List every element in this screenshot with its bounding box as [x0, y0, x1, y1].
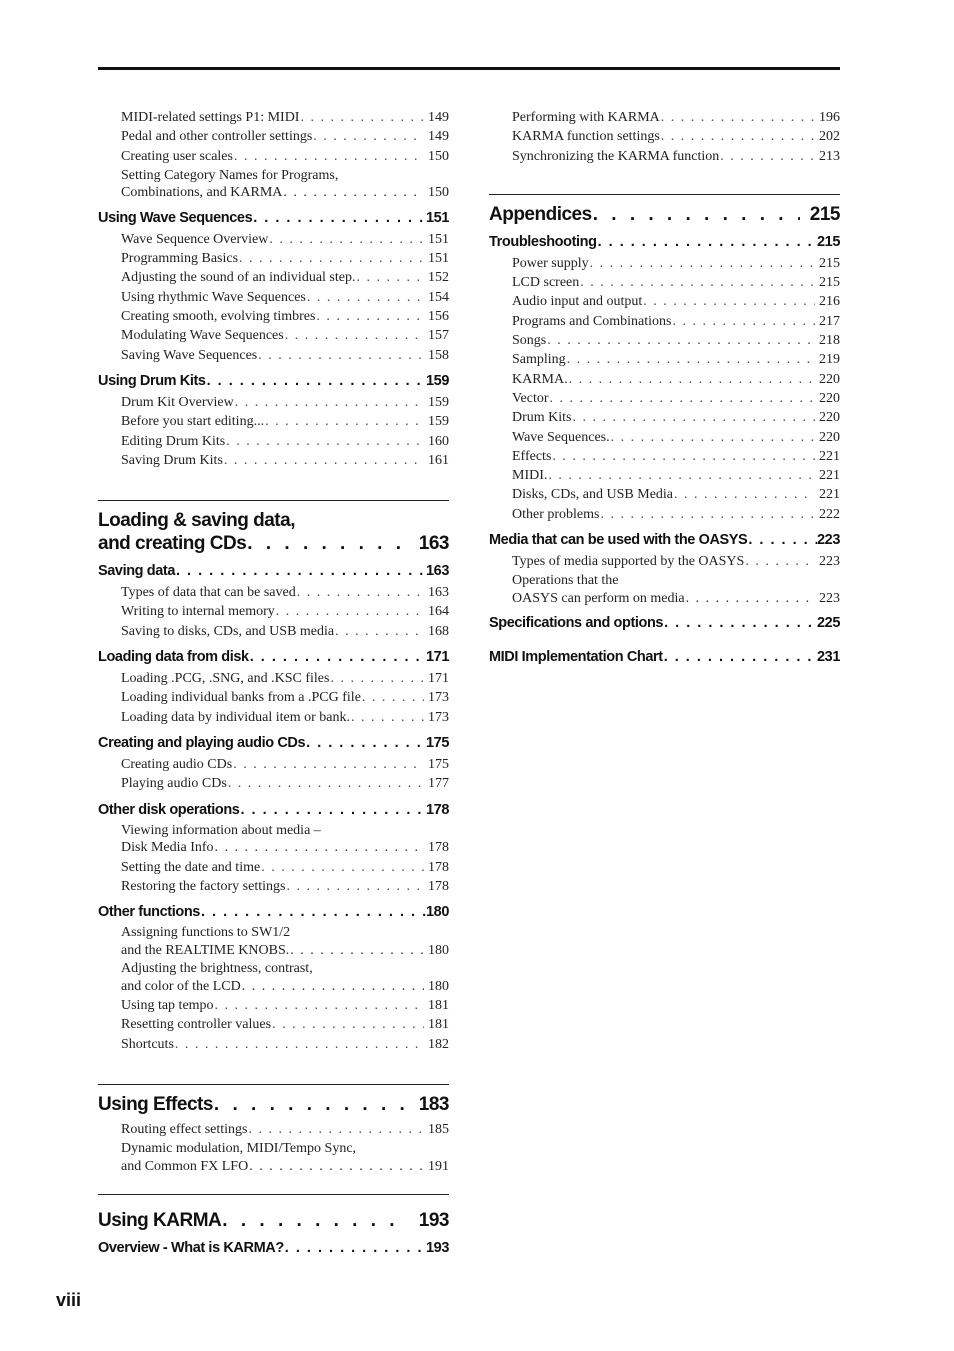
section-audio-cds[interactable]: Creating and playing audio CDs . . . 175: [98, 733, 449, 753]
toc-entry-line1: Assigning functions to SW1/2: [121, 925, 291, 941]
toc-entry[interactable]: MIDI-related settings P1: MIDI . . . 149: [98, 108, 449, 127]
toc-entry[interactable]: Other problems . . . 222: [489, 505, 840, 524]
toc-entry[interactable]: Programming Basics . . . 151: [98, 249, 449, 268]
section-midi-implementation-chart[interactable]: MIDI Implementation Chart . . . 231: [489, 647, 840, 667]
section-other-functions[interactable]: Other functions . . . 180: [98, 902, 449, 922]
toc-entry[interactable]: Dynamic modulation, MIDI/Tempo Sync, and Common FX LFO . . . 191: [98, 1140, 449, 1175]
toc-entry[interactable]: Routing effect settings . . . 185: [98, 1120, 449, 1139]
toc-entry-line1: Dynamic modulation, MIDI/Tempo Sync,: [121, 1141, 357, 1157]
section-media[interactable]: Media that can be used with the OASYS . . . 223: [489, 530, 840, 550]
toc-entry[interactable]: Wave Sequences. . . . 220: [489, 428, 840, 447]
chapter-title-line1: Loading & saving data,: [98, 510, 295, 532]
toc-entry[interactable]: Audio input and output . . . 216: [489, 292, 840, 311]
toc-entry[interactable]: Creating smooth, evolving timbres . . . 156: [98, 307, 449, 326]
toc-entry[interactable]: Editing Drum Kits . . . 160: [98, 432, 449, 451]
toc-entry[interactable]: Sampling . . . 219: [489, 350, 840, 369]
chapter-appendices[interactable]: Appendices . . . 215: [489, 203, 840, 226]
toc-entry[interactable]: Saving to disks, CDs, and USB media . . . 168: [98, 622, 449, 641]
toc-entry-line1: Adjusting the brightness, contrast,: [121, 961, 313, 977]
toc-entry[interactable]: Using tap tempo . . . 181: [98, 996, 449, 1015]
toc-entry[interactable]: Operations that the OASYS can perform on media . . . 223: [489, 572, 840, 607]
toc-entry[interactable]: Disks, CDs, and USB Media . . . 221: [489, 485, 840, 504]
toc-entry[interactable]: Performing with KARMA . . . 196: [489, 108, 840, 127]
toc-entry[interactable]: Effects . . . 221: [489, 447, 840, 466]
toc-entry[interactable]: Wave Sequence Overview . . . 151: [98, 230, 449, 249]
toc-entry[interactable]: Synchronizing the KARMA function . . . 213: [489, 147, 840, 166]
toc-column-right: [489, 108, 840, 669]
toc-entry-line1: Viewing information about media –: [121, 822, 321, 838]
toc-entry[interactable]: Writing to internal memory . . . 164: [98, 602, 449, 621]
toc-entry[interactable]: Shortcuts . . . 182: [98, 1035, 449, 1054]
toc-entry[interactable]: Resetting controller values . . . 181: [98, 1015, 449, 1034]
section-using-wave-sequences[interactable]: Using Wave Sequences . . . 151: [98, 208, 449, 228]
section-karma-overview[interactable]: Overview - What is KARMA? . . . 193: [98, 1238, 449, 1258]
toc-entry[interactable]: Modulating Wave Sequences . . . 157: [98, 326, 449, 345]
section-saving-data[interactable]: Saving data . . . 163: [98, 561, 449, 581]
toc-entry[interactable]: Assigning functions to SW1/2 and the REALTIME KNOBS. . . . 180: [98, 924, 449, 959]
toc-entry[interactable]: Drum Kits . . . 220: [489, 408, 840, 427]
toc-entry[interactable]: Restoring the factory settings . . . 178: [98, 877, 449, 896]
toc-entry[interactable]: Saving Wave Sequences . . . 158: [98, 346, 449, 365]
chapter-using-karma[interactable]: Using KARMA . . . 193: [98, 1209, 449, 1232]
toc-entry[interactable]: Programs and Combinations . . . 217: [489, 312, 840, 331]
chapter-using-effects[interactable]: Using Effects . . . 183: [98, 1093, 449, 1116]
toc-entry[interactable]: KARMA function settings . . . 202: [489, 127, 840, 146]
toc-entry[interactable]: Songs . . . 218: [489, 331, 840, 350]
page-number: viii: [56, 1290, 82, 1310]
toc-entry[interactable]: Setting the date and time . . . 178: [98, 858, 449, 877]
section-other-disk-operations[interactable]: Other disk operations . . . 178: [98, 800, 449, 820]
section-loading-data-from-disk[interactable]: Loading data from disk . . . 171: [98, 647, 449, 667]
toc-entry-line1: Operations that the: [512, 573, 619, 589]
toc-entry[interactable]: Viewing information about media – Disk Media Info . . . 178: [98, 822, 449, 857]
toc-entry[interactable]: Playing audio CDs . . . 177: [98, 774, 449, 793]
toc-entry[interactable]: Before you start editing... . . . 159: [98, 412, 449, 431]
toc-column-left: [98, 108, 449, 1260]
toc-entry[interactable]: Loading individual banks from a .PCG file . . . 173: [98, 688, 449, 707]
toc-entry[interactable]: Types of data that can be saved . . . 163: [98, 583, 449, 602]
toc-entry[interactable]: Setting Category Names for Programs, Combinations, and KARMA . . . 150: [98, 167, 449, 202]
chapter-loading-saving[interactable]: Loading & saving data, and creating CDs . . . 163: [98, 509, 449, 555]
toc-entry[interactable]: Creating user scales . . . 150: [98, 147, 449, 166]
toc-entry[interactable]: Creating audio CDs . . . 175: [98, 755, 449, 774]
section-specifications[interactable]: Specifications and options . . . 225: [489, 613, 840, 633]
toc-entry[interactable]: MIDI. . . . 221: [489, 466, 840, 485]
toc-entry-line1: Setting Category Names for Programs,: [121, 167, 339, 183]
toc-entry[interactable]: Drum Kit Overview . . . 159: [98, 393, 449, 412]
toc-entry[interactable]: Vector . . . 220: [489, 389, 840, 408]
toc-entry[interactable]: KARMA. . . . 220: [489, 370, 840, 389]
toc-entry[interactable]: Power supply . . . 215: [489, 254, 840, 273]
section-troubleshooting[interactable]: Troubleshooting . . . 215: [489, 232, 840, 252]
toc-entry[interactable]: Using rhythmic Wave Sequences . . . 154: [98, 288, 449, 307]
toc-entry[interactable]: Pedal and other controller settings . . . 149: [98, 127, 449, 146]
section-using-drum-kits[interactable]: Using Drum Kits . . . 159: [98, 371, 449, 391]
toc-entry[interactable]: Adjusting the brightness, contrast, and color of the LCD . . . 180: [98, 960, 449, 995]
toc-entry[interactable]: Loading .PCG, .SNG, and .KSC files . . . 171: [98, 669, 449, 688]
toc-entry[interactable]: Types of media supported by the OASYS . . . 223: [489, 552, 840, 571]
top-rule: [98, 67, 840, 70]
toc-entry[interactable]: Loading data by individual item or bank. . . . 173: [98, 708, 449, 727]
toc-entry[interactable]: Adjusting the sound of an individual step. . . . 152: [98, 268, 449, 287]
toc-entry[interactable]: Saving Drum Kits . . . 161: [98, 451, 449, 470]
toc-entry[interactable]: LCD screen . . . 215: [489, 273, 840, 292]
